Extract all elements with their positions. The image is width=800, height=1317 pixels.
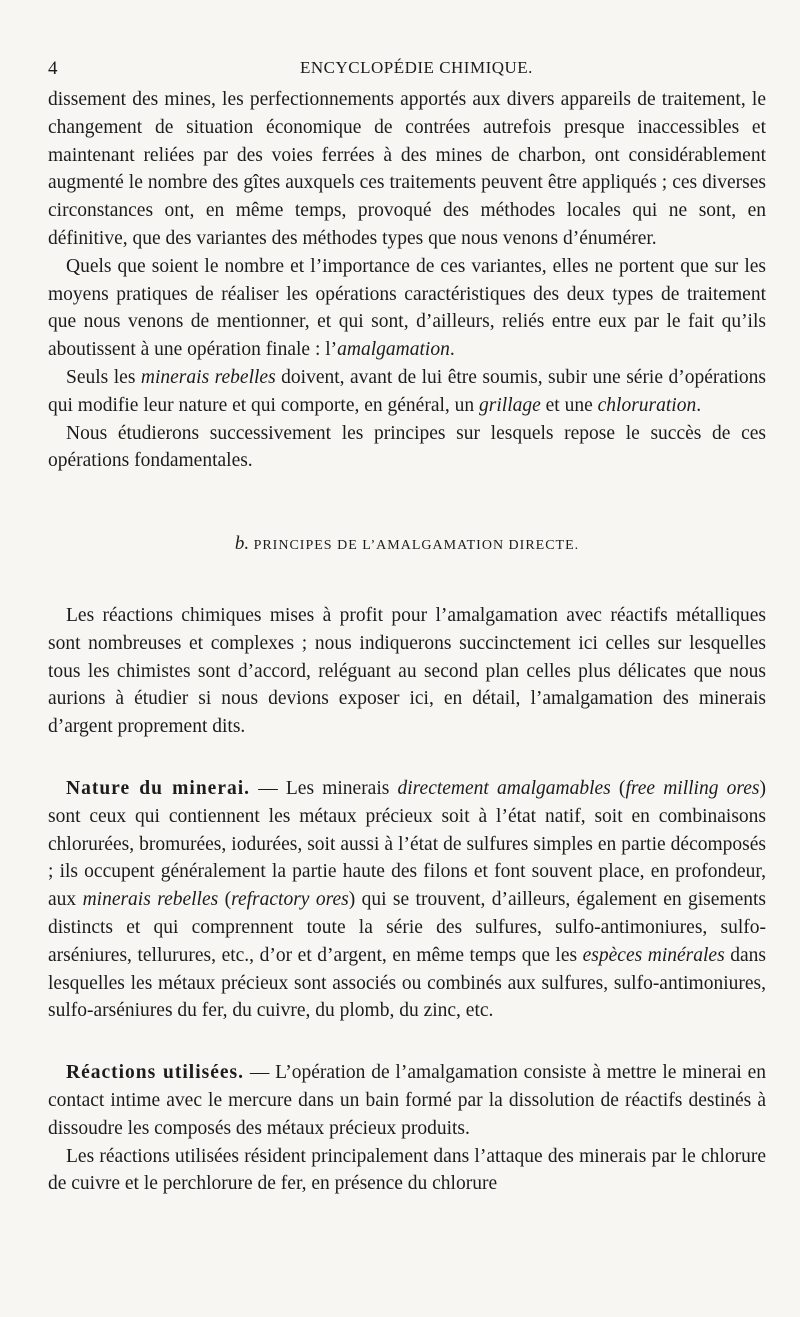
p6-heading: Nature du minerai. — [66, 777, 251, 799]
page-number: 4 — [48, 58, 58, 79]
paragraph-1 — [48, 86, 766, 253]
p6-t3: ) sont ceux qui contiennent les métaux précieux soit à l’état natif, soit en combinaisons chlorurées, bromurées, iodurées, soit aussi à l’état de sulfures simples en partie décomposés ; ils occupent généralement la partie haute des filons et font souvent place, en profondeur, aux — [48, 777, 766, 911]
p3-i1: minerais rebelles — [140, 366, 276, 388]
paragraph-2-end: . — [449, 339, 455, 361]
paragraph-2-italic: amalgamation — [337, 339, 450, 361]
p7-heading: Réactions utilisées. — [66, 1062, 245, 1084]
section-title — [48, 530, 766, 560]
p6-i4: refractory ores — [231, 889, 349, 911]
p6-t2: ( — [610, 777, 626, 799]
p3-i3: chloruration — [597, 394, 697, 416]
paragraph-3 — [48, 364, 766, 420]
p6-t5: ) qui se trouvent, d’ailleurs, également en gisements distincts et qui comprennent toute la série des sulfures, sulfo-antimoniures, sulfo-arséniures, tellurures, etc., d’or et d’argent, en même temps que les — [48, 889, 766, 966]
section-title-text: PRINCIPES DE L’AMALGAMATION DIRECTE. — [253, 538, 580, 554]
paragraph-4 — [48, 420, 766, 476]
p6-t4: ( — [218, 889, 232, 911]
running-title: ENCYCLOPÉDIE CHIMIQUE. — [300, 58, 533, 77]
body-text — [48, 86, 766, 1198]
p3-t4: . — [696, 394, 702, 416]
p6-t1: — Les minerais — [250, 777, 398, 799]
paragraph-4-text: Nous étudierons successivement les principes sur lesquels repose le succès de ces opérations fondamentales. — [48, 422, 766, 472]
p3-t3: et une — [540, 394, 598, 416]
paragraph-1-text: dissement des mines, les perfectionnements apportés aux divers appareils de traitement, le changement de situation économique de contrées autrefois presque inaccessibles et maintenant reliées par des voies ferrées à des mines de charbon, ont considérablement augmenté le nombre des gîtes auxquels ces traitements peuvent être appliqués ; ces diverses circonstances ont, en même temps, provoqué des méthodes locales qui ne sont, en définitive, que des variantes des méthodes types que nous venons d’énumérer. — [48, 89, 766, 249]
p3-t2: doivent, avant de lui être soumis, subir une série d’opérations qui modifie leur nature et qui comporte, en général, un — [48, 366, 766, 416]
p6-i5: espèces minérales — [582, 944, 725, 966]
p6-i3: minerais rebelles — [82, 889, 219, 911]
p7-text: — L’opération de l’amalgamation consiste à mettre le minerai en contact intime avec le mercure dans un bain formé par la dissolution de réactifs destinés à dissoudre les composés des métaux précieux produits. — [48, 1062, 766, 1139]
paragraph-2 — [48, 253, 766, 364]
paragraph-2-text: Quels que soient le nombre et l’importance de ces variantes, elles ne portent que sur les moyens pratiques de réaliser les opérations caractéristiques des deux types de traitement que nous venons de mentionner, et qui sont, d’ailleurs, reliés entre eux par le fait qu’ils aboutissent à une opération finale : l’ — [48, 255, 766, 361]
section-letter: b. — [234, 533, 250, 555]
paragraph-6 — [48, 775, 766, 1025]
p3-i2: grillage — [479, 394, 541, 416]
paragraph-8 — [48, 1143, 766, 1199]
paragraph-5 — [48, 602, 766, 741]
p6-i1: directement amalgamables — [397, 777, 611, 799]
p3-t1: Seuls les — [66, 366, 141, 388]
paragraph-7 — [48, 1059, 766, 1142]
spacer — [48, 1025, 766, 1059]
p6-i2: free milling ores — [625, 777, 760, 799]
spacer — [48, 741, 766, 775]
paragraph-5-text: Les réactions chimiques mises à profit pour l’amalgamation avec réactifs métalliques sont nombreuses et complexes ; nous indiquerons succinctement ici celles sur lesquelles tous les chimistes sont d’accord, reléguant au second plan celles plus délicates que nous aurions à étudier si nous devions exposer ici, en détail, l’amalgamation des minerais d’argent proprement dits. — [48, 604, 766, 738]
running-head — [0, 58, 800, 86]
p6-t6: dans lesquelles les métaux précieux sont associés ou combinés aux sulfures, sulfo-antimoniures, sulfo-arséniures du fer, du cuivre, du plomb, du zinc, etc. — [48, 944, 766, 1022]
paragraph-8-text: Les réactions utilisées résident principalement dans l’attaque des minerais par le chlorure de cuivre et le perchlorure de fer, en présence du chlorure — [48, 1145, 766, 1195]
